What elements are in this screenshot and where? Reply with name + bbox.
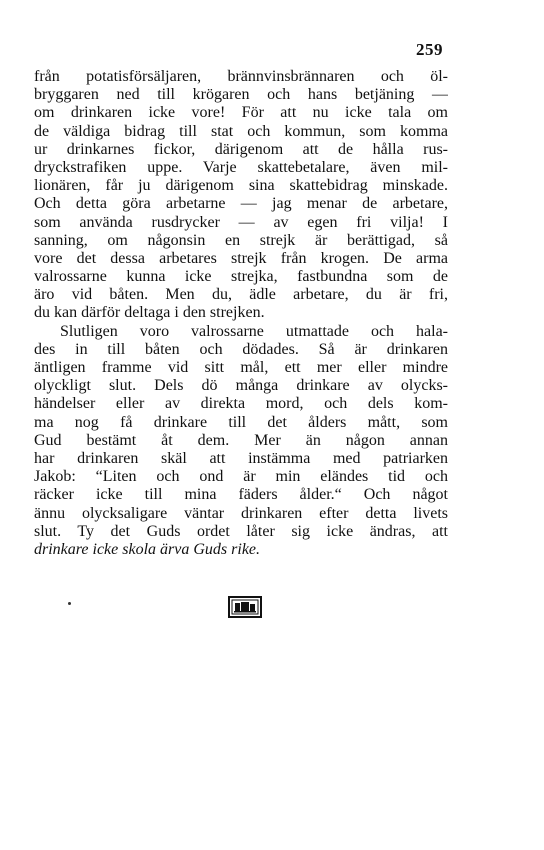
text-line: du kan därför deltaga i den strejken.: [34, 304, 265, 322]
text-line: de väldiga bidrag till stat och kommun, som komma: [34, 122, 448, 140]
text-line: som använda rusdrycker — av egen fri vilja! I: [34, 213, 448, 231]
text-line: olyckligt slut. Dels dö många drinkare av olycks-: [34, 377, 448, 395]
text-line: ännu olycksaligare väntar drinkaren efter detta livets: [34, 504, 448, 522]
text-line: des in till båten och dödades. Så är drinkaren: [34, 340, 448, 358]
text-line: Och detta göra arbetarne — jag menar de arbetare,: [34, 195, 448, 213]
text-line: dryckstrafiken uppe. Varje skattebetalare, även mil-: [34, 158, 448, 176]
text-line: har drinkaren skäl att instämma med patriarken: [34, 449, 448, 467]
body-text: [34, 68, 448, 559]
text-line: äro vid båten. Men du, ädle arbetare, du är fri,: [34, 286, 448, 304]
text-line: äntligen framme vid sitt mål, ett mer eller mindre: [34, 359, 448, 376]
text-line: från potatisförsäljaren, brännvinsbrännaren och öl-: [34, 68, 448, 85]
text-line: ma nog få drinkare till det ålders mått, som: [34, 413, 448, 431]
text-line: slut. Ty det Guds ordet låter sig icke ändras, att: [34, 522, 448, 540]
ink-speck: [68, 602, 71, 605]
text-line: Slutligen voro valrossarne utmattade och hala-: [60, 322, 448, 340]
text-line: valrossarne kunna icke strejka, fastbundna som de: [34, 268, 448, 286]
text-line: räcker icke till mina fäders ålder.“ Och något: [34, 486, 448, 504]
text-line: vore det dessa arbetares strejk från krogen. De arma: [34, 249, 448, 267]
text-line: drinkare icke skola ärva Guds rike.: [34, 540, 261, 558]
printer-mark-icon: [228, 596, 262, 618]
text-line: lionären, får ju därigenom sina skattebidrag minskade.: [34, 177, 448, 195]
text-line: sanning, om någonsin en strejk är berättigad, så: [34, 231, 448, 249]
page-number: 259: [416, 40, 443, 59]
text-line: ur drinkarnes fickor, därigenom att de hålla rus-: [34, 140, 448, 158]
text-line: Jakob: “Liten och ond är min eländes tid och: [34, 468, 448, 486]
text-line: bryggaren ned till krögaren och hans betjäning —: [34, 86, 448, 104]
text-line: Gud bestämt åt dem. Mer än någon annan: [34, 431, 448, 449]
text-line: om drinkaren icke vore! För att nu icke tala om: [34, 104, 448, 122]
text-line: händelser eller av direkta mord, och dels kom-: [34, 395, 448, 413]
